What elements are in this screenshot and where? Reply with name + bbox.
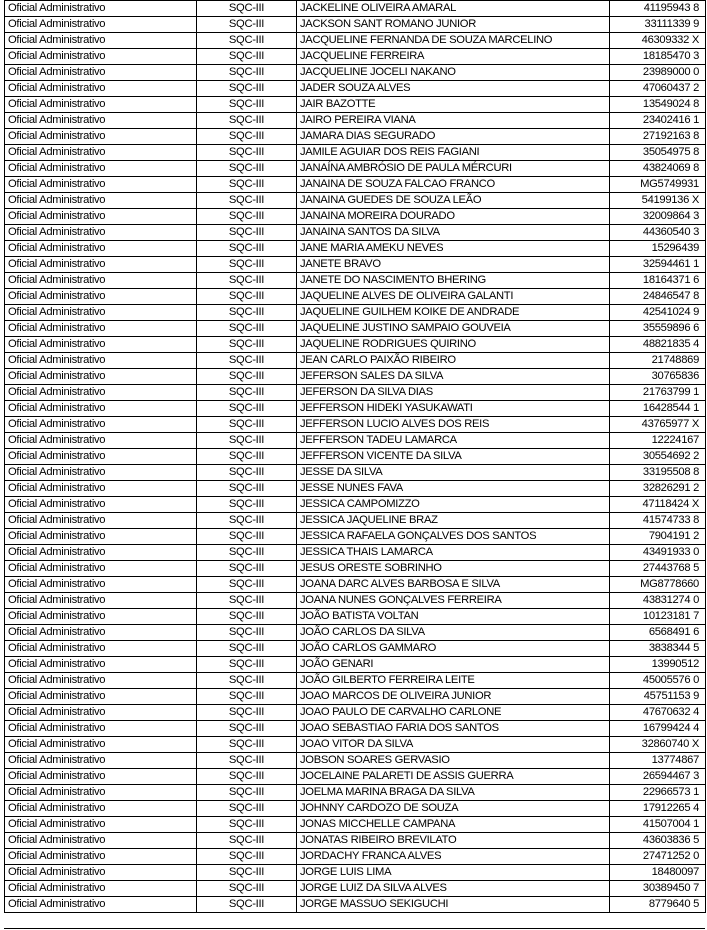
cargo-cell: Oficial Administrativo — [5, 273, 197, 289]
classe-cell: SQC-III — [197, 769, 297, 785]
cargo-cell: Oficial Administrativo — [5, 161, 197, 177]
cargo-cell: Oficial Administrativo — [5, 737, 197, 753]
rg-cell: 41195943 8 — [610, 1, 706, 17]
rg-cell: 47060437 2 — [610, 81, 706, 97]
name-cell: JACKELINE OLIVEIRA AMARAL — [297, 1, 610, 17]
classe-cell: SQC-III — [197, 801, 297, 817]
name-cell: JAMARA DIAS SEGURADO — [297, 129, 610, 145]
table-row — [5, 417, 706, 433]
name-cell: JANAINA GUEDES DE SOUZA LEÃO — [297, 193, 610, 209]
table-row — [5, 577, 706, 593]
rg-cell: 41574733 8 — [610, 513, 706, 529]
name-cell: JOANA DARC ALVES BARBOSA E SILVA — [297, 577, 610, 593]
table-row — [5, 481, 706, 497]
rg-cell: 47670632 4 — [610, 705, 706, 721]
rg-cell: 21763799 1 — [610, 385, 706, 401]
rg-cell: 23989000 0 — [610, 65, 706, 81]
table-row — [5, 353, 706, 369]
classe-cell: SQC-III — [197, 881, 297, 897]
cargo-cell: Oficial Administrativo — [5, 705, 197, 721]
classe-cell: SQC-III — [197, 161, 297, 177]
name-cell: JOÃO BATISTA VOLTAN — [297, 609, 610, 625]
table-row — [5, 849, 706, 865]
table-row — [5, 737, 706, 753]
table-row — [5, 129, 706, 145]
rg-cell: 33111339 9 — [610, 17, 706, 33]
name-cell: JOAO PAULO DE CARVALHO CARLONE — [297, 705, 610, 721]
rg-cell: 18480097 — [610, 865, 706, 881]
rg-cell: 32826291 2 — [610, 481, 706, 497]
table-bottom-border — [4, 928, 705, 929]
cargo-cell: Oficial Administrativo — [5, 833, 197, 849]
cargo-cell: Oficial Administrativo — [5, 801, 197, 817]
rg-cell: 21748869 — [610, 353, 706, 369]
rg-cell: 15296439 — [610, 241, 706, 257]
classe-cell: SQC-III — [197, 497, 297, 513]
table-row — [5, 113, 706, 129]
classe-cell: SQC-III — [197, 721, 297, 737]
classe-cell: SQC-III — [197, 817, 297, 833]
name-cell: JESSE DA SILVA — [297, 465, 610, 481]
table-row — [5, 225, 706, 241]
classe-cell: SQC-III — [197, 577, 297, 593]
name-cell: JONATAS RIBEIRO BREVILATO — [297, 833, 610, 849]
classe-cell: SQC-III — [197, 353, 297, 369]
classe-cell: SQC-III — [197, 625, 297, 641]
classe-cell: SQC-III — [197, 33, 297, 49]
name-cell: JOELMA MARINA BRAGA DA SILVA — [297, 785, 610, 801]
name-cell: JAQUELINE RODRIGUES QUIRINO — [297, 337, 610, 353]
cargo-cell: Oficial Administrativo — [5, 49, 197, 65]
cargo-cell: Oficial Administrativo — [5, 657, 197, 673]
cargo-cell: Oficial Administrativo — [5, 433, 197, 449]
name-cell: JANETE DO NASCIMENTO BHERING — [297, 273, 610, 289]
rg-cell: 16428544 1 — [610, 401, 706, 417]
rg-cell: 47118424 X — [610, 497, 706, 513]
table-row — [5, 401, 706, 417]
name-cell: JEFFERSON VICENTE DA SILVA — [297, 449, 610, 465]
table-row — [5, 81, 706, 97]
classe-cell: SQC-III — [197, 337, 297, 353]
classe-cell: SQC-III — [197, 369, 297, 385]
name-cell: JESSICA THAIS LAMARCA — [297, 545, 610, 561]
classe-cell: SQC-III — [197, 241, 297, 257]
rg-cell: 35054975 8 — [610, 145, 706, 161]
cargo-cell: Oficial Administrativo — [5, 33, 197, 49]
cargo-cell: Oficial Administrativo — [5, 609, 197, 625]
rg-cell: 43491933 0 — [610, 545, 706, 561]
name-cell: JESSICA CAMPOMIZZO — [297, 497, 610, 513]
table-row — [5, 337, 706, 353]
cargo-cell: Oficial Administrativo — [5, 449, 197, 465]
table-row — [5, 561, 706, 577]
rg-cell: 22966573 1 — [610, 785, 706, 801]
table-row — [5, 449, 706, 465]
cargo-cell: Oficial Administrativo — [5, 529, 197, 545]
classe-cell: SQC-III — [197, 145, 297, 161]
cargo-cell: Oficial Administrativo — [5, 97, 197, 113]
table-row — [5, 33, 706, 49]
name-cell: JAQUELINE GUILHEM KOIKE DE ANDRADE — [297, 305, 610, 321]
cargo-cell: Oficial Administrativo — [5, 593, 197, 609]
table-row — [5, 145, 706, 161]
table-row — [5, 897, 706, 913]
classe-cell: SQC-III — [197, 17, 297, 33]
rg-cell: 24846547 8 — [610, 289, 706, 305]
rg-cell: 17912265 4 — [610, 801, 706, 817]
classe-cell: SQC-III — [197, 289, 297, 305]
rg-cell: 43603836 5 — [610, 833, 706, 849]
cargo-cell: Oficial Administrativo — [5, 177, 197, 193]
cargo-cell: Oficial Administrativo — [5, 321, 197, 337]
table-row — [5, 321, 706, 337]
cargo-cell: Oficial Administrativo — [5, 65, 197, 81]
rg-cell: 42541024 9 — [610, 305, 706, 321]
rg-cell: 27192163 8 — [610, 129, 706, 145]
name-cell: JACKSON SANT ROMANO JUNIOR — [297, 17, 610, 33]
name-cell: JOANA NUNES GONÇALVES FERREIRA — [297, 593, 610, 609]
cargo-cell: Oficial Administrativo — [5, 753, 197, 769]
rg-cell: 41507004 1 — [610, 817, 706, 833]
classe-cell: SQC-III — [197, 257, 297, 273]
table-row — [5, 209, 706, 225]
table-row — [5, 545, 706, 561]
rg-cell: 30765836 — [610, 369, 706, 385]
name-cell: JOBSON SOARES GERVASIO — [297, 753, 610, 769]
name-cell: JOHNNY CARDOZO DE SOUZA — [297, 801, 610, 817]
name-cell: JORDACHY FRANCA ALVES — [297, 849, 610, 865]
table-row — [5, 1, 706, 17]
classe-cell: SQC-III — [197, 97, 297, 113]
cargo-cell: Oficial Administrativo — [5, 305, 197, 321]
rg-cell: 43824069 8 — [610, 161, 706, 177]
classe-cell: SQC-III — [197, 641, 297, 657]
table-row — [5, 241, 706, 257]
rg-cell: 45751153 9 — [610, 689, 706, 705]
table-row — [5, 97, 706, 113]
rg-cell: 33195508 8 — [610, 465, 706, 481]
classe-cell: SQC-III — [197, 177, 297, 193]
table-row — [5, 433, 706, 449]
cargo-cell: Oficial Administrativo — [5, 625, 197, 641]
classe-cell: SQC-III — [197, 433, 297, 449]
cargo-cell: Oficial Administrativo — [5, 577, 197, 593]
name-cell: JOÃO CARLOS GAMMARO — [297, 641, 610, 657]
table-row — [5, 865, 706, 881]
rg-cell: 8779640 5 — [610, 897, 706, 913]
classe-cell: SQC-III — [197, 65, 297, 81]
table-row — [5, 657, 706, 673]
rg-cell: 18164371 6 — [610, 273, 706, 289]
name-cell: JOÃO GENARI — [297, 657, 610, 673]
rg-cell: 3838344 5 — [610, 641, 706, 657]
cargo-cell: Oficial Administrativo — [5, 209, 197, 225]
classe-cell: SQC-III — [197, 193, 297, 209]
name-cell: JAQUELINE ALVES DE OLIVEIRA GALANTI — [297, 289, 610, 305]
classe-cell: SQC-III — [197, 129, 297, 145]
name-cell: JEFFERSON LUCIO ALVES DOS REIS — [297, 417, 610, 433]
cargo-cell: Oficial Administrativo — [5, 337, 197, 353]
classe-cell: SQC-III — [197, 465, 297, 481]
rg-cell: 27471252 0 — [610, 849, 706, 865]
name-cell: JORGE MASSUO SEKIGUCHI — [297, 897, 610, 913]
classe-cell: SQC-III — [197, 481, 297, 497]
table-row — [5, 273, 706, 289]
classe-cell: SQC-III — [197, 225, 297, 241]
classe-cell: SQC-III — [197, 705, 297, 721]
cargo-cell: Oficial Administrativo — [5, 257, 197, 273]
rg-cell: 32860740 X — [610, 737, 706, 753]
table-row — [5, 625, 706, 641]
cargo-cell: Oficial Administrativo — [5, 785, 197, 801]
classe-cell: SQC-III — [197, 609, 297, 625]
classe-cell: SQC-III — [197, 561, 297, 577]
cargo-cell: Oficial Administrativo — [5, 385, 197, 401]
table-row — [5, 385, 706, 401]
table-row — [5, 465, 706, 481]
table-row — [5, 833, 706, 849]
staff-table — [4, 0, 706, 913]
table-row — [5, 369, 706, 385]
cargo-cell: Oficial Administrativo — [5, 1, 197, 17]
classe-cell: SQC-III — [197, 513, 297, 529]
name-cell: JESSE NUNES FAVA — [297, 481, 610, 497]
cargo-cell: Oficial Administrativo — [5, 17, 197, 33]
cargo-cell: Oficial Administrativo — [5, 289, 197, 305]
name-cell: JOÃO CARLOS DA SILVA — [297, 625, 610, 641]
classe-cell: SQC-III — [197, 753, 297, 769]
classe-cell: SQC-III — [197, 833, 297, 849]
rg-cell: 6568491 6 — [610, 625, 706, 641]
table-row — [5, 721, 706, 737]
name-cell: JONAS MICCHELLE CAMPANA — [297, 817, 610, 833]
table-row — [5, 257, 706, 273]
rg-cell: 27443768 5 — [610, 561, 706, 577]
rg-cell: 30554692 2 — [610, 449, 706, 465]
rg-cell: 43765977 X — [610, 417, 706, 433]
rg-cell: 45005576 0 — [610, 673, 706, 689]
cargo-cell: Oficial Administrativo — [5, 513, 197, 529]
cargo-cell: Oficial Administrativo — [5, 817, 197, 833]
table-row — [5, 177, 706, 193]
classe-cell: SQC-III — [197, 689, 297, 705]
name-cell: JORGE LUIS LIMA — [297, 865, 610, 881]
name-cell: JEFFERSON TADEU LAMARCA — [297, 433, 610, 449]
table-row — [5, 65, 706, 81]
table-row — [5, 513, 706, 529]
cargo-cell: Oficial Administrativo — [5, 481, 197, 497]
classe-cell: SQC-III — [197, 113, 297, 129]
classe-cell: SQC-III — [197, 673, 297, 689]
rg-cell: 26594467 3 — [610, 769, 706, 785]
name-cell: JOAO SEBASTIAO FARIA DOS SANTOS — [297, 721, 610, 737]
classe-cell: SQC-III — [197, 401, 297, 417]
classe-cell: SQC-III — [197, 81, 297, 97]
cargo-cell: Oficial Administrativo — [5, 849, 197, 865]
classe-cell: SQC-III — [197, 785, 297, 801]
name-cell: JEFERSON SALES DA SILVA — [297, 369, 610, 385]
rg-cell: 13549024 8 — [610, 97, 706, 113]
cargo-cell: Oficial Administrativo — [5, 881, 197, 897]
cargo-cell: Oficial Administrativo — [5, 129, 197, 145]
name-cell: JEFFERSON HIDEKI YASUKAWATI — [297, 401, 610, 417]
name-cell: JOCELAINE PALARETI DE ASSIS GUERRA — [297, 769, 610, 785]
table-row — [5, 785, 706, 801]
classe-cell: SQC-III — [197, 321, 297, 337]
table-row — [5, 289, 706, 305]
name-cell: JEFERSON DA SILVA DIAS — [297, 385, 610, 401]
classe-cell: SQC-III — [197, 865, 297, 881]
name-cell: JESUS ORESTE SOBRINHO — [297, 561, 610, 577]
table-row — [5, 497, 706, 513]
cargo-cell: Oficial Administrativo — [5, 721, 197, 737]
table-row — [5, 17, 706, 33]
cargo-cell: Oficial Administrativo — [5, 673, 197, 689]
name-cell: JANETE BRAVO — [297, 257, 610, 273]
classe-cell: SQC-III — [197, 209, 297, 225]
rg-cell: 13774867 — [610, 753, 706, 769]
name-cell: JAMILE AGUIAR DOS REIS FAGIANI — [297, 145, 610, 161]
staff-table-body — [5, 1, 706, 913]
rg-cell: 12224167 — [610, 433, 706, 449]
rg-cell: 18185470 3 — [610, 49, 706, 65]
name-cell: JANAINA SANTOS DA SILVA — [297, 225, 610, 241]
table-row — [5, 161, 706, 177]
rg-cell: 13990512 — [610, 657, 706, 673]
name-cell: JANE MARIA AMEKU NEVES — [297, 241, 610, 257]
table-row — [5, 305, 706, 321]
rg-cell: 16799424 4 — [610, 721, 706, 737]
classe-cell: SQC-III — [197, 657, 297, 673]
cargo-cell: Oficial Administrativo — [5, 641, 197, 657]
table-row — [5, 641, 706, 657]
rg-cell: 46309332 X — [610, 33, 706, 49]
classe-cell: SQC-III — [197, 273, 297, 289]
name-cell: JESSICA JAQUELINE BRAZ — [297, 513, 610, 529]
table-row — [5, 705, 706, 721]
classe-cell: SQC-III — [197, 49, 297, 65]
cargo-cell: Oficial Administrativo — [5, 353, 197, 369]
name-cell: JADER SOUZA ALVES — [297, 81, 610, 97]
name-cell: JEAN CARLO PAIXÃO RIBEIRO — [297, 353, 610, 369]
rg-cell: 32009864 3 — [610, 209, 706, 225]
table-row — [5, 801, 706, 817]
cargo-cell: Oficial Administrativo — [5, 497, 197, 513]
rg-cell: 54199136 X — [610, 193, 706, 209]
cargo-cell: Oficial Administrativo — [5, 193, 197, 209]
table-row — [5, 609, 706, 625]
cargo-cell: Oficial Administrativo — [5, 865, 197, 881]
table-row — [5, 769, 706, 785]
name-cell: JAQUELINE JUSTINO SAMPAIO GOUVEIA — [297, 321, 610, 337]
name-cell: JESSICA RAFAELA GONÇALVES DOS SANTOS — [297, 529, 610, 545]
rg-cell: MG8778660 — [610, 577, 706, 593]
name-cell: JOÃO GILBERTO FERREIRA LEITE — [297, 673, 610, 689]
name-cell: JANAÍNA AMBRÓSIO DE PAULA MÉRCURI — [297, 161, 610, 177]
name-cell: JAIRO PEREIRA VIANA — [297, 113, 610, 129]
table-row — [5, 193, 706, 209]
classe-cell: SQC-III — [197, 305, 297, 321]
rg-cell: 32594461 1 — [610, 257, 706, 273]
name-cell: JOAO MARCOS DE OLIVEIRA JUNIOR — [297, 689, 610, 705]
table-row — [5, 881, 706, 897]
cargo-cell: Oficial Administrativo — [5, 401, 197, 417]
table-row — [5, 753, 706, 769]
cargo-cell: Oficial Administrativo — [5, 545, 197, 561]
classe-cell: SQC-III — [197, 449, 297, 465]
cargo-cell: Oficial Administrativo — [5, 145, 197, 161]
rg-cell: 35559896 6 — [610, 321, 706, 337]
cargo-cell: Oficial Administrativo — [5, 225, 197, 241]
classe-cell: SQC-III — [197, 529, 297, 545]
name-cell: JACQUELINE JOCELI NAKANO — [297, 65, 610, 81]
table-row — [5, 49, 706, 65]
rg-cell: 44360540 3 — [610, 225, 706, 241]
name-cell: JANAINA DE SOUZA FALCAO FRANCO — [297, 177, 610, 193]
classe-cell: SQC-III — [197, 545, 297, 561]
rg-cell: 7904191 2 — [610, 529, 706, 545]
rg-cell: 48821835 4 — [610, 337, 706, 353]
classe-cell: SQC-III — [197, 385, 297, 401]
name-cell: JANAINA MOREIRA DOURADO — [297, 209, 610, 225]
rg-cell: MG5749931 — [610, 177, 706, 193]
name-cell: JAIR BAZOTTE — [297, 97, 610, 113]
cargo-cell: Oficial Administrativo — [5, 417, 197, 433]
classe-cell: SQC-III — [197, 1, 297, 17]
table-row — [5, 673, 706, 689]
classe-cell: SQC-III — [197, 737, 297, 753]
rg-cell: 30389450 7 — [610, 881, 706, 897]
rg-cell: 43831274 0 — [610, 593, 706, 609]
cargo-cell: Oficial Administrativo — [5, 769, 197, 785]
name-cell: JORGE LUIZ DA SILVA ALVES — [297, 881, 610, 897]
cargo-cell: Oficial Administrativo — [5, 81, 197, 97]
table-row — [5, 593, 706, 609]
cargo-cell: Oficial Administrativo — [5, 689, 197, 705]
classe-cell: SQC-III — [197, 849, 297, 865]
name-cell: JACQUELINE FERNANDA DE SOUZA MARCELINO — [297, 33, 610, 49]
staff-list-sheet — [4, 0, 705, 913]
cargo-cell: Oficial Administrativo — [5, 113, 197, 129]
classe-cell: SQC-III — [197, 417, 297, 433]
rg-cell: 23402416 1 — [610, 113, 706, 129]
rg-cell: 10123181 7 — [610, 609, 706, 625]
cargo-cell: Oficial Administrativo — [5, 241, 197, 257]
cargo-cell: Oficial Administrativo — [5, 561, 197, 577]
name-cell: JOAO VITOR DA SILVA — [297, 737, 610, 753]
cargo-cell: Oficial Administrativo — [5, 369, 197, 385]
table-row — [5, 689, 706, 705]
name-cell: JACQUELINE FERREIRA — [297, 49, 610, 65]
table-row — [5, 817, 706, 833]
cargo-cell: Oficial Administrativo — [5, 897, 197, 913]
classe-cell: SQC-III — [197, 897, 297, 913]
table-row — [5, 529, 706, 545]
classe-cell: SQC-III — [197, 593, 297, 609]
cargo-cell: Oficial Administrativo — [5, 465, 197, 481]
